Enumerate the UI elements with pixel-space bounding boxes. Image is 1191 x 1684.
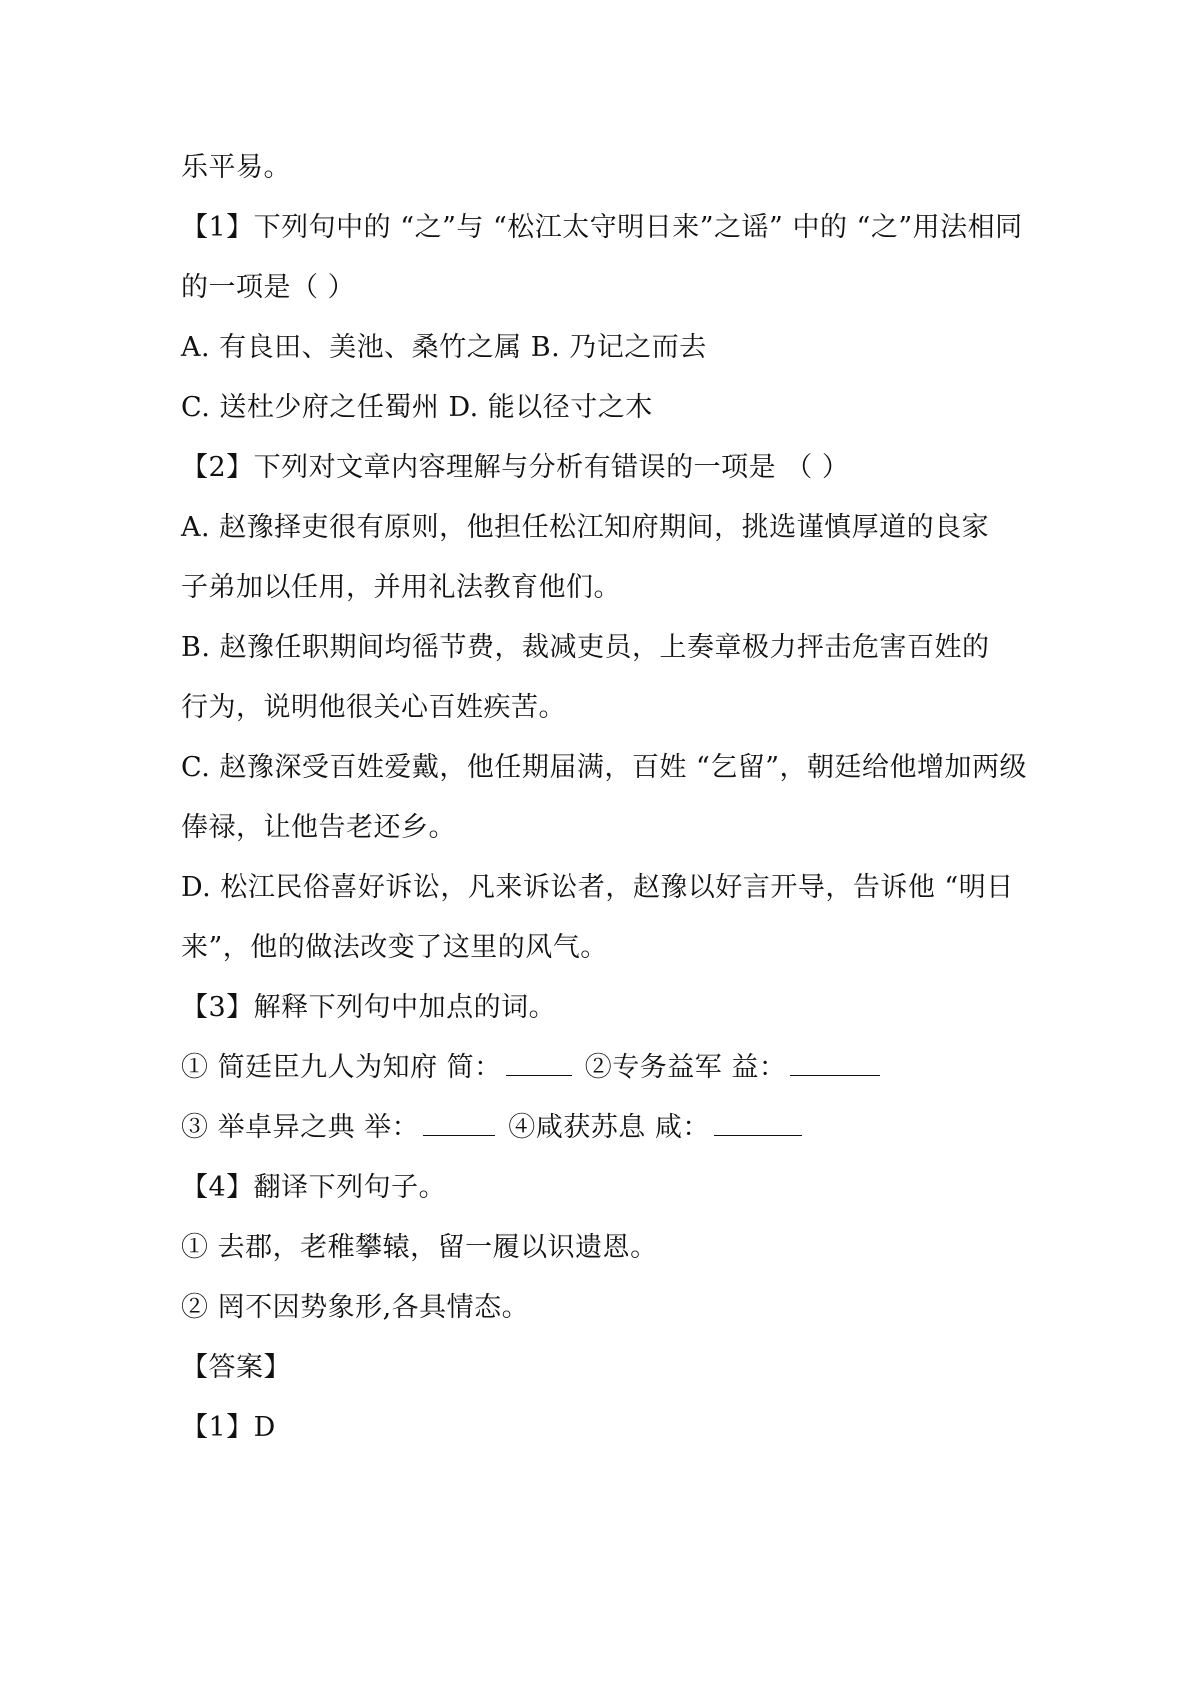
question-2-option-b: B. 赵豫任职期间均徭节费，裁减吏员，上奏章极力抨击危害百姓的	[181, 632, 990, 663]
question-2-option-b-cont: 行为，说明他很关心百姓疾苦。	[181, 692, 566, 723]
vocab-row-2	[181, 1110, 1041, 1146]
translation-item-2: ② 罔不因势象形,各具情态。	[181, 1292, 530, 1323]
vocab-item-2: ②专务益军 益：	[584, 1052, 787, 1083]
vocab-item-1: ① 简廷臣九人为知府 简：	[181, 1052, 502, 1083]
vocab-item-4: ④咸获苏息 咸：	[508, 1112, 710, 1143]
answer-blank	[714, 1111, 802, 1136]
translation-item-1: ① 去郡，老稚攀辕，留一履以识遗恩。	[181, 1232, 658, 1263]
question-2-option-a-cont: 子弟加以任用，并用礼法教育他们。	[181, 572, 621, 603]
question-1-stem-cont: 的一项是（ ）	[181, 272, 356, 303]
question-2-stem: 【2】下列对文章内容理解与分析有错误的一项是 （ ）	[181, 452, 850, 483]
question-3-stem: 【3】解释下列句中加点的词。	[181, 992, 557, 1023]
question-4-stem: 【4】翻译下列句子。	[181, 1172, 447, 1203]
answer-1: 【1】D	[181, 1412, 276, 1443]
vocab-item-3: ③ 举卓异之典 举：	[181, 1112, 420, 1143]
answer-blank	[506, 1051, 572, 1076]
answer-blank	[423, 1111, 495, 1136]
answer-blank	[790, 1051, 880, 1076]
question-2-option-d: D. 松江民俗喜好诉讼，凡来诉讼者，赵豫以好言开导，告诉他 “明日	[181, 872, 1014, 903]
question-2-option-d-cont: 来”，他的做法改变了这里的风气。	[181, 932, 608, 963]
question-1-options-ab: A. 有良田、美池、桑竹之属 B. 乃记之而去	[181, 332, 707, 363]
question-1-options-cd: C. 送杜少府之任蜀州 D. 能以径寸之木	[181, 392, 653, 423]
answer-heading: 【答案】	[181, 1352, 291, 1383]
vocab-row-1	[181, 1050, 1041, 1086]
text-line: 乐平易。	[181, 152, 291, 183]
question-2-option-c: C. 赵豫深受百姓爱戴，他任期届满，百姓 “乞留”，朝廷给他增加两级	[181, 752, 1028, 783]
question-2-option-c-cont: 俸禄，让他告老还乡。	[181, 812, 456, 843]
question-1-stem: 【1】下列句中的 “之”与 “松江太守明日来”之谣” 中的 “之”用法相同	[181, 212, 1023, 243]
question-2-option-a: A. 赵豫择吏很有原则，他担任松江知府期间，挑选谨慎厚道的良家	[181, 512, 990, 543]
